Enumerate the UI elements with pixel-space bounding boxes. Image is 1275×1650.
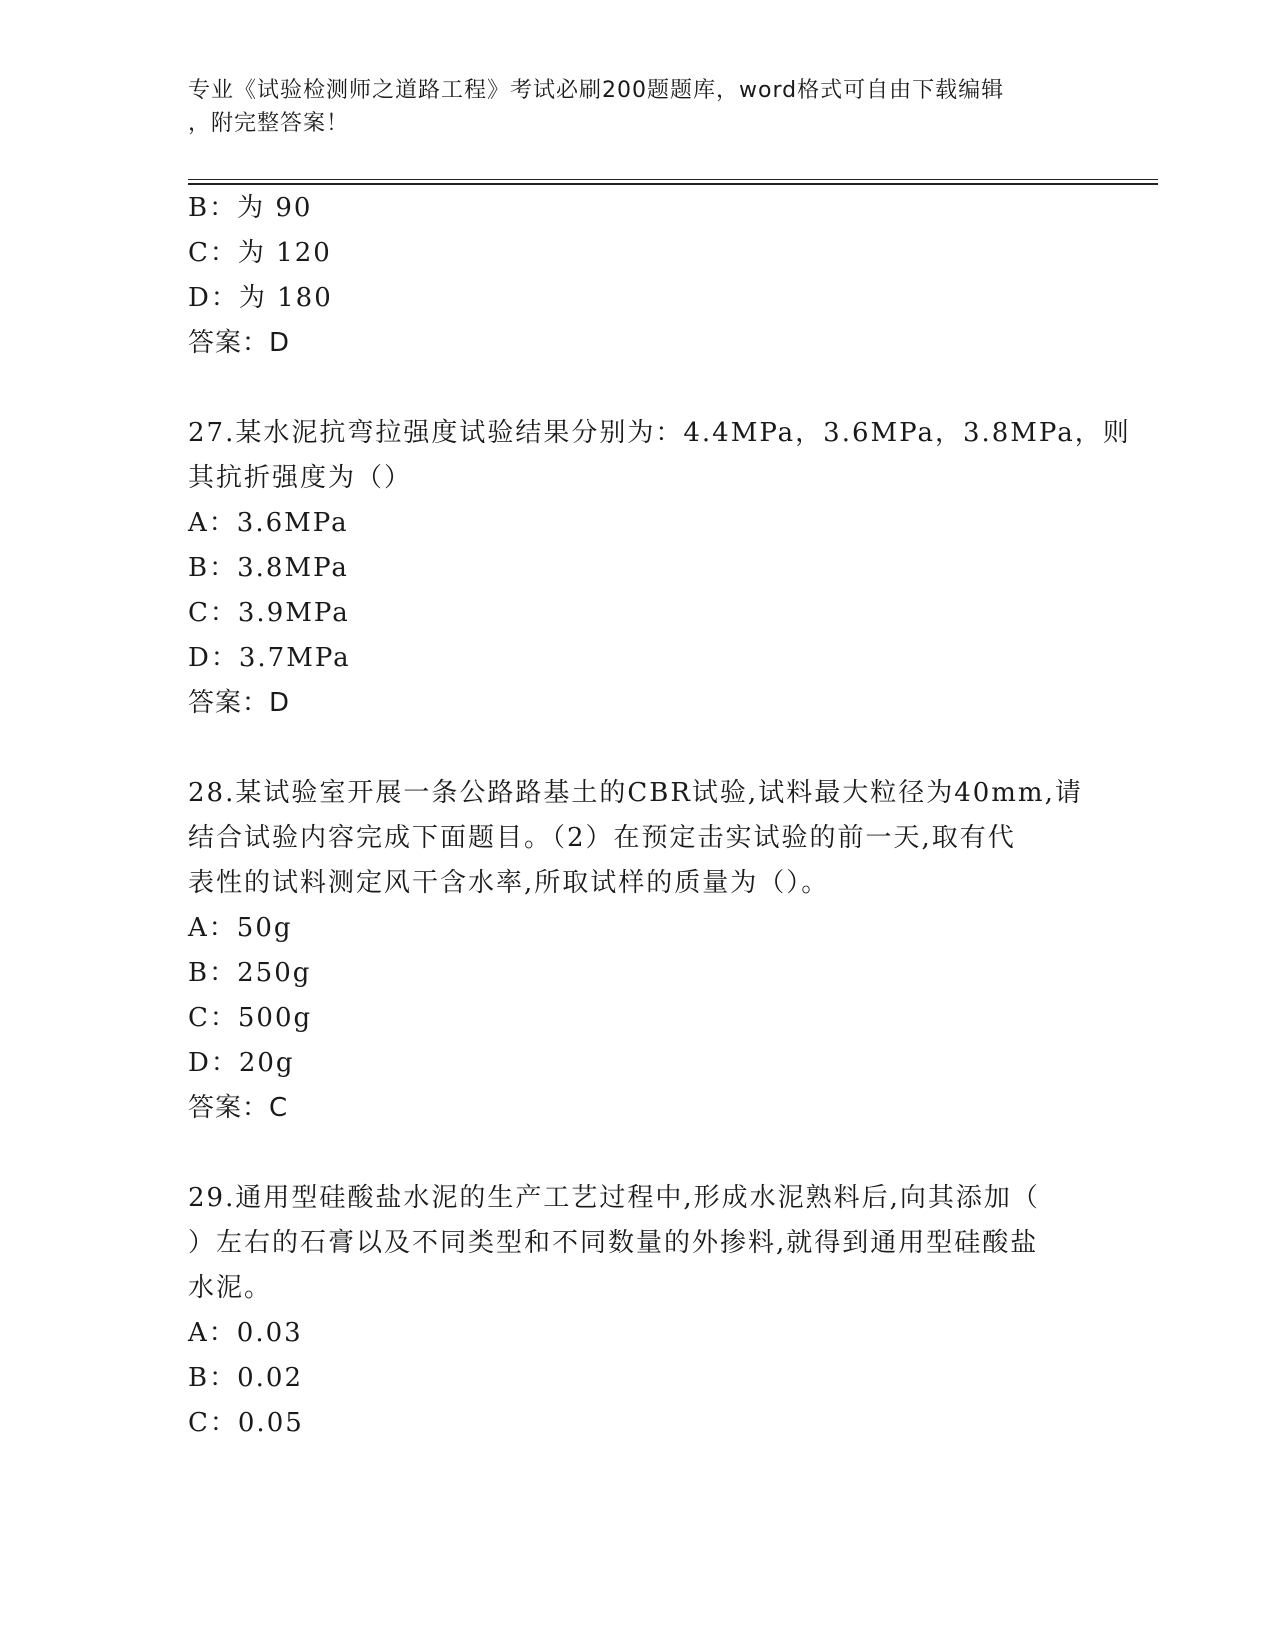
header-line-2: ，附完整答案！ [188,111,350,136]
q27-option-a: A：3.6MPa [188,508,349,538]
q29-stem-line-1: 29.通用型硅酸盐水泥的生产工艺过程中,形成水泥熟料后,向其添加（ [188,1183,1040,1213]
q29-stem-line-3: 水泥。 [188,1273,273,1303]
q29-option-c: C：0.05 [188,1408,304,1438]
q29-option-a: A：0.03 [188,1318,303,1348]
q28-option-d: D：20g [188,1048,295,1078]
q27-stem-line-1: 27.某水泥抗弯拉强度试验结果分别为：4.4MPa，3.6MPa，3.8MPa，则 [188,418,1131,448]
q29-stem-line-2: ）左右的石膏以及不同类型和不同数量的外掺料,就得到通用型硅酸盐 [188,1228,1039,1258]
q28-option-b: B：250g [188,958,312,988]
q26-option-c: C：为 120 [188,238,332,268]
header-rule-thick [188,183,1158,185]
q27-stem-line-2: 其抗折强度为（） [188,463,413,493]
header-rule-thin [188,179,1158,180]
document-header [188,74,1088,140]
q27-answer: 答案：D [188,688,291,718]
q26-option-d: D：为 180 [188,283,333,313]
q26-option-b: B：为 90 [188,193,313,223]
q29-option-b: B：0.02 [188,1363,303,1393]
q28-stem-line-2: 结合试验内容完成下面题目。（2）在预定击实试验的前一天,取有代 [188,823,1016,853]
q28-option-a: A：50g [188,913,293,943]
q28-answer: 答案：C [188,1093,289,1123]
q27-option-c: C：3.9MPa [188,598,350,628]
q27-option-d: D：3.7MPa [188,643,351,673]
q28-stem-line-1: 28.某试验室开展一条公路路基土的CBR试验,试料最大粒径为40mm,请 [188,778,1083,808]
header-line-1: 专业《试验检测师之道路工程》考试必刷200题题库，word格式可自由下载编辑 [188,78,1005,103]
q27-option-b: B：3.8MPa [188,553,349,583]
q26-answer: 答案：D [188,328,291,358]
q28-option-c: C：500g [188,1003,313,1033]
q28-stem-line-3: 表性的试料测定风干含水率,所取试样的质量为（）。 [188,868,830,898]
